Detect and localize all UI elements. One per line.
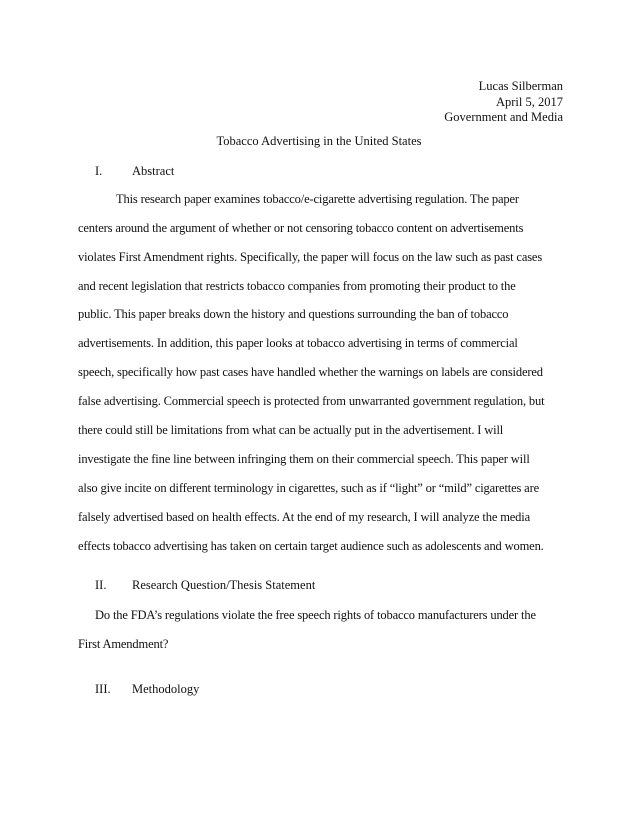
paragraph-line: speech, specifically how past cases have handled whether the warnings on labels are considered	[78, 365, 543, 379]
paragraph-line: First Amendment?	[78, 637, 169, 651]
paragraph-line: centers around the argument of whether or not censoring tobacco content on advertisements	[78, 221, 524, 235]
paragraph-line: false advertising. Commercial speech is protected from unwarranted government regulation, but	[78, 394, 545, 408]
section-numeral: III.	[95, 682, 111, 696]
course-name: Government and Media	[444, 110, 563, 124]
paragraph-line: investigate the fine line between infringing them on their commercial speech. This paper will	[78, 452, 530, 466]
paragraph-line: violates First Amendment rights. Specifically, the paper will focus on the law such as past cases	[78, 250, 543, 264]
paragraph-line: Do the FDA’s regulations violate the free speech rights of tobacco manufacturers under the	[95, 608, 536, 622]
paragraph-line: there could still be limitations from what can be actually put in the advertisement. I will	[78, 423, 504, 437]
section-heading-abstract	[95, 164, 174, 179]
paragraph-line: and recent legislation that restricts tobacco companies from promoting their product to the	[78, 279, 516, 293]
paragraph-line: falsely advertised based on health effects. At the end of my research, I will analyze the media	[78, 510, 531, 524]
section-heading-methodology	[95, 682, 199, 697]
section-numeral: I.	[95, 164, 103, 178]
author-name: Lucas Silberman	[478, 79, 563, 93]
section-title: Research Question/Thesis Statement	[132, 578, 316, 592]
section-title: Abstract	[132, 164, 175, 178]
section-numeral: II.	[95, 578, 107, 592]
document-header	[444, 79, 563, 126]
paragraph-line: effects tobacco advertising has taken on certain target audience such as adolescents and women.	[78, 539, 544, 553]
paragraph-line: advertisements. In addition, this paper looks at tobacco advertising in terms of commercial	[78, 336, 518, 350]
paragraph-line: This research paper examines tobacco/e-cigarette advertising regulation. The paper	[116, 192, 519, 206]
paragraph-line: also give incite on different terminology in cigarettes, such as if “light” or “mild” cigarettes are	[78, 481, 539, 495]
document-date: April 5, 2017	[495, 94, 563, 109]
section-title: Methodology	[132, 682, 200, 696]
paragraph-line: public. This paper breaks down the history and questions surrounding the ban of tobacco	[78, 307, 509, 321]
section-heading-research-question	[95, 578, 315, 593]
paper-title: Tobacco Advertising in the United States	[216, 134, 422, 148]
